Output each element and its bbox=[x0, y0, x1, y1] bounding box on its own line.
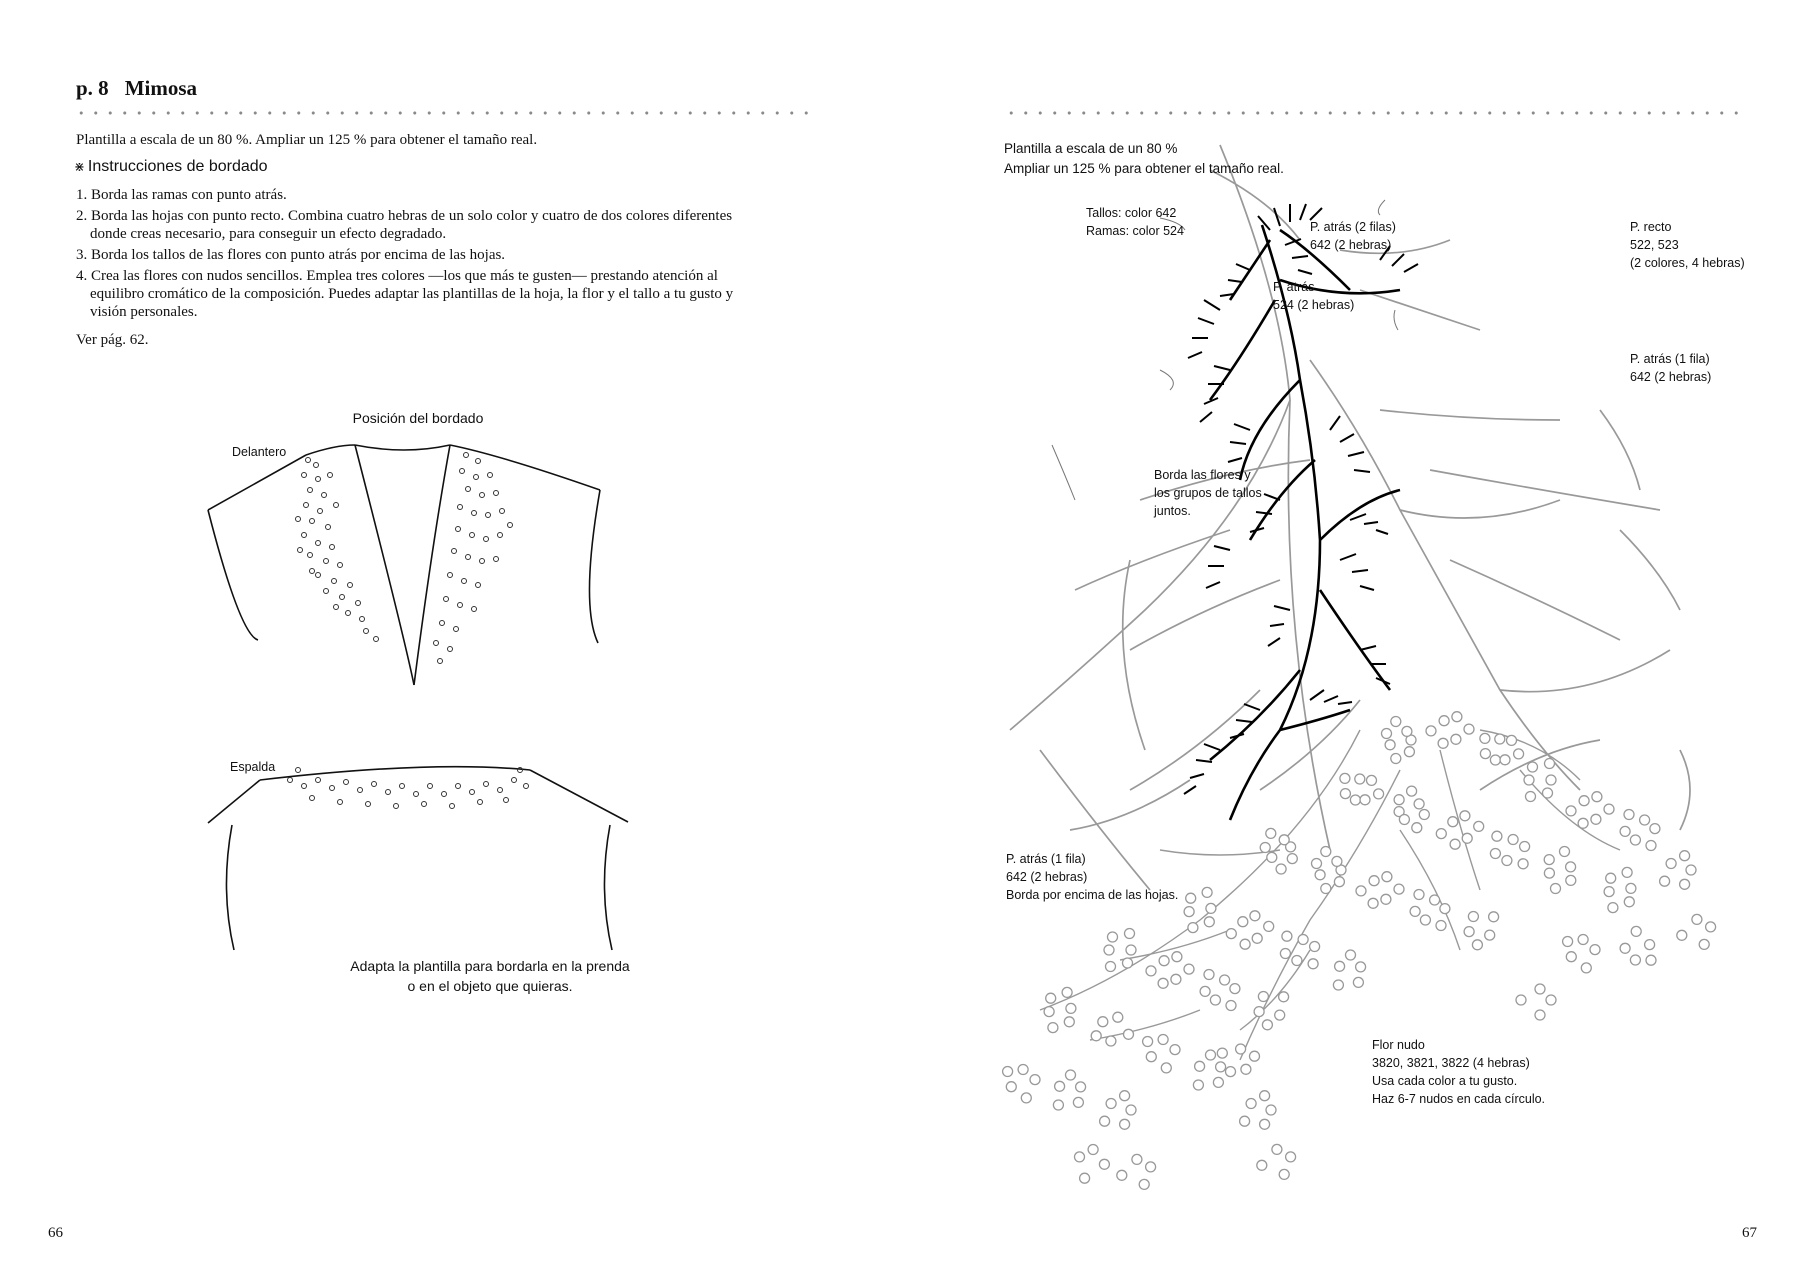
instruction-step: 4. Crea las flores con nudos sencillos. Emplea tres colores —los que más te gusten— prestando atención al equilibro cromático de la composición. Puedes adaptar las plantillas de la hoja, la flor y el tallo a tu gusto y visión personales. bbox=[76, 268, 734, 320]
flower-knot bbox=[1287, 854, 1297, 864]
flower-knot bbox=[1646, 955, 1656, 965]
flower-knot bbox=[1650, 824, 1660, 834]
flower-knot bbox=[1460, 811, 1470, 821]
flower-knot bbox=[1579, 796, 1589, 806]
label-line: Borda por encima de las hojas. bbox=[1006, 888, 1179, 902]
flower-knot bbox=[1468, 912, 1478, 922]
flower-knot bbox=[1546, 775, 1556, 785]
flower-knot bbox=[1545, 759, 1555, 769]
flower-knot bbox=[1462, 833, 1472, 843]
page-number-left: 66 bbox=[48, 1225, 63, 1241]
flower-knot bbox=[1420, 915, 1430, 925]
flower-knot bbox=[1279, 1169, 1289, 1179]
flower-knot bbox=[1490, 849, 1500, 859]
garment-back-illustration bbox=[200, 750, 640, 970]
flower-knot bbox=[1578, 935, 1588, 945]
flower-knot bbox=[1279, 992, 1289, 1002]
flower-knot bbox=[1464, 927, 1474, 937]
label-line: 524 (2 hebras) bbox=[1273, 298, 1355, 312]
label-line: los grupos de tallos bbox=[1154, 486, 1262, 500]
flower-knot bbox=[1566, 862, 1576, 872]
flower-knot bbox=[1520, 842, 1530, 852]
flower-knot bbox=[1003, 1067, 1013, 1077]
asterism-icon: ⋇ bbox=[74, 159, 85, 174]
flower-knot bbox=[1088, 1145, 1098, 1155]
flower-knot bbox=[1240, 1116, 1250, 1126]
flower-knot bbox=[1410, 906, 1420, 916]
flower-knot bbox=[1186, 893, 1196, 903]
flower-knot bbox=[1464, 724, 1474, 734]
flower-knot bbox=[1021, 1093, 1031, 1103]
flower-knot bbox=[1193, 1080, 1203, 1090]
embroider-together-label bbox=[1154, 466, 1262, 520]
flower-knot bbox=[1677, 930, 1687, 940]
flower-knot bbox=[1226, 1001, 1236, 1011]
flower-knot bbox=[1226, 929, 1236, 939]
flower-knot bbox=[1563, 937, 1573, 947]
flower-knot bbox=[1062, 987, 1072, 997]
flower-knot bbox=[1430, 895, 1440, 905]
flower-knot bbox=[1126, 945, 1136, 955]
flower-knot bbox=[1452, 712, 1462, 722]
flower-knot bbox=[1414, 890, 1424, 900]
flower-knot bbox=[1184, 964, 1194, 974]
flower-knot bbox=[1206, 1050, 1216, 1060]
instruction-list bbox=[76, 186, 736, 324]
flower-knot bbox=[1474, 821, 1484, 831]
label-line: Haz 6-7 nudos en cada círculo. bbox=[1372, 1092, 1546, 1106]
flower-knot bbox=[1236, 1044, 1246, 1054]
label-line: (2 colores, 4 hebras) bbox=[1630, 256, 1745, 270]
flower-knot bbox=[1200, 986, 1210, 996]
flower-knot bbox=[1230, 984, 1240, 994]
flower-knot bbox=[1385, 740, 1395, 750]
flower-knot bbox=[1591, 814, 1601, 824]
flower-knot bbox=[1507, 735, 1517, 745]
label-line: Usa cada color a tu gusto. bbox=[1372, 1074, 1518, 1088]
flower-knot bbox=[1275, 1010, 1285, 1020]
flower-knot bbox=[1489, 912, 1499, 922]
flower-knot bbox=[1543, 788, 1553, 798]
label-line: 522, 523 bbox=[1630, 238, 1679, 252]
label-line: P. atrás bbox=[1273, 280, 1315, 294]
flower-knot bbox=[1292, 956, 1302, 966]
flower-knot bbox=[1282, 931, 1292, 941]
flower-knot bbox=[1260, 1119, 1270, 1129]
flower-knot bbox=[1241, 1064, 1251, 1074]
flower-knot bbox=[1106, 962, 1116, 972]
flower-knot bbox=[1266, 1105, 1276, 1115]
flower-knot bbox=[1626, 883, 1636, 893]
flower-knot bbox=[1516, 995, 1526, 1005]
flower-knot bbox=[1631, 926, 1641, 936]
flower-knot bbox=[1368, 898, 1378, 908]
flower-knot bbox=[1353, 977, 1363, 987]
flower-knot bbox=[1064, 1017, 1074, 1027]
flower-knot bbox=[1252, 933, 1262, 943]
flower-knots bbox=[1003, 712, 1716, 1190]
flower-knot bbox=[1280, 949, 1290, 959]
label-line: Flor nudo bbox=[1372, 1038, 1425, 1052]
flower-knot bbox=[1146, 1162, 1156, 1172]
garment-front-illustration bbox=[200, 435, 640, 690]
flower-knot bbox=[1220, 975, 1230, 985]
flower-knot bbox=[1346, 950, 1356, 960]
flower-knot bbox=[1066, 1003, 1076, 1013]
flower-knot bbox=[1257, 1160, 1267, 1170]
flower-knot bbox=[1044, 1007, 1054, 1017]
flower-knot bbox=[1308, 959, 1318, 969]
flower-knot bbox=[1640, 815, 1650, 825]
flower-knot bbox=[1053, 1100, 1063, 1110]
flower-knot bbox=[1604, 804, 1614, 814]
flower-knot bbox=[1440, 904, 1450, 914]
flower-knot bbox=[1321, 847, 1331, 857]
scale-note-line: Plantilla a escala de un 80 % bbox=[1004, 141, 1178, 156]
section-number: p. 8 bbox=[76, 76, 109, 100]
flower-knot bbox=[1006, 1082, 1016, 1092]
label-line: Ramas: color 524 bbox=[1086, 224, 1184, 238]
flower-knot bbox=[1143, 1037, 1153, 1047]
flower-knot bbox=[1560, 847, 1570, 857]
flower-knot bbox=[1108, 932, 1118, 942]
flower-knot bbox=[1106, 1036, 1116, 1046]
instruction-step: 1. Borda las ramas con punto atrás. bbox=[76, 187, 287, 203]
instructions-heading bbox=[74, 158, 268, 176]
flower-knot bbox=[1436, 829, 1446, 839]
flower-knot bbox=[1350, 795, 1360, 805]
flower-knot bbox=[1592, 792, 1602, 802]
flower-knot bbox=[1472, 940, 1482, 950]
flower-knot bbox=[1404, 747, 1414, 757]
flower-knot bbox=[1566, 806, 1576, 816]
flower-knot bbox=[1394, 795, 1404, 805]
flower-knot bbox=[1526, 792, 1536, 802]
flower-knot bbox=[1566, 952, 1576, 962]
flower-knot bbox=[1645, 940, 1655, 950]
flower-knot bbox=[1117, 1170, 1127, 1180]
flower-knot bbox=[1321, 884, 1331, 894]
flower-knot bbox=[1132, 1154, 1142, 1164]
label-line: Tallos: color 642 bbox=[1086, 206, 1177, 220]
flower-knot bbox=[1535, 984, 1545, 994]
flower-knot bbox=[1374, 789, 1384, 799]
flower-knot bbox=[1312, 859, 1322, 869]
backstitch-524-label bbox=[1273, 278, 1354, 314]
adapt-caption-line: Adapta la plantilla para bordarla en la prenda bbox=[350, 958, 630, 974]
flower-knot bbox=[1171, 974, 1181, 984]
instruction-step: 3. Borda los tallos de las flores con punto atrás por encima de las hojas. bbox=[76, 247, 506, 263]
flower-knot bbox=[1073, 1097, 1083, 1107]
flower-knot bbox=[1630, 955, 1640, 965]
flower-knot bbox=[1485, 930, 1495, 940]
flower-knot bbox=[1048, 1023, 1058, 1033]
flower-knot bbox=[1646, 841, 1656, 851]
flower-knot bbox=[1125, 929, 1135, 939]
flower-knot bbox=[1590, 945, 1600, 955]
flower-knot bbox=[1276, 864, 1286, 874]
flower-knot bbox=[1226, 1067, 1236, 1077]
flower-knot bbox=[1158, 1035, 1168, 1045]
flower-knot bbox=[1279, 835, 1289, 845]
flower-knot bbox=[1254, 1007, 1264, 1017]
adapt-caption-line: o en el objeto que quieras. bbox=[407, 978, 573, 994]
flower-knot bbox=[1624, 810, 1634, 820]
flower-knot bbox=[1126, 1105, 1136, 1115]
flower-knot bbox=[1660, 876, 1670, 886]
flower-knot bbox=[1260, 1091, 1270, 1101]
flower-knot bbox=[1686, 865, 1696, 875]
flower-knot bbox=[1146, 966, 1156, 976]
flower-knot bbox=[1240, 939, 1250, 949]
scale-note bbox=[1004, 139, 1284, 179]
flower-knot bbox=[1699, 939, 1709, 949]
flower-knot bbox=[1216, 1062, 1226, 1072]
flower-knot bbox=[1159, 956, 1169, 966]
label-line: Borda las flores y bbox=[1154, 468, 1251, 482]
flower-knot bbox=[1260, 843, 1270, 853]
flower-knot bbox=[1381, 894, 1391, 904]
back-label: Espalda bbox=[230, 760, 276, 774]
flower-knot bbox=[1210, 995, 1220, 1005]
flower-knot bbox=[1419, 810, 1429, 820]
flower-knot bbox=[1436, 921, 1446, 931]
flower-knot bbox=[1055, 1081, 1065, 1091]
flower-knot bbox=[1258, 992, 1268, 1002]
backstitch-two-rows-label bbox=[1310, 218, 1396, 254]
flower-knot bbox=[1356, 962, 1366, 972]
stems-colors-label bbox=[1086, 204, 1184, 240]
flower-knot bbox=[1066, 1070, 1076, 1080]
flower-knot bbox=[1272, 1144, 1282, 1154]
flower-knot bbox=[1369, 876, 1379, 886]
flower-knot bbox=[1310, 942, 1320, 952]
see-page-reference: Ver pág. 62. bbox=[76, 332, 149, 348]
flower-knot bbox=[1158, 978, 1168, 988]
flower-knot bbox=[1139, 1179, 1149, 1189]
flower-knot bbox=[1480, 749, 1490, 759]
flower-knot bbox=[1333, 980, 1343, 990]
flower-knot bbox=[1266, 828, 1276, 838]
flower-knot bbox=[1195, 1061, 1205, 1071]
flower-knot bbox=[1113, 1012, 1123, 1022]
label-line: P. atrás (2 filas) bbox=[1310, 220, 1396, 234]
position-title: Posición del bordado bbox=[352, 410, 484, 426]
flower-knot bbox=[1666, 859, 1676, 869]
section-name: Mimosa bbox=[124, 76, 198, 100]
label-line: 642 (2 hebras) bbox=[1006, 870, 1088, 884]
flower-knot bbox=[1334, 877, 1344, 887]
flower-knot bbox=[1250, 911, 1260, 921]
flower-knot bbox=[1692, 914, 1702, 924]
instructions-heading-text: Instrucciones de bordado bbox=[87, 158, 268, 175]
flower-knot bbox=[1524, 775, 1534, 785]
flower-knot bbox=[1213, 1077, 1223, 1087]
label-line: juntos. bbox=[1154, 504, 1191, 518]
flower-knot bbox=[1391, 754, 1401, 764]
flower-knot bbox=[1124, 1029, 1134, 1039]
flower-knot bbox=[1204, 917, 1214, 927]
flower-knot bbox=[1120, 1119, 1130, 1129]
flower-knot bbox=[1170, 1045, 1180, 1055]
flower-knot bbox=[1399, 815, 1409, 825]
dotted-divider-left bbox=[74, 110, 808, 116]
flower-knot bbox=[1355, 774, 1365, 784]
flower-knot bbox=[1099, 1159, 1109, 1169]
instruction-step: 2. Borda las hojas con punto recto. Combina cuatro hebras de un solo color y cuatro de dos colores diferentes donde creas necesario, para conseguir un efecto degradado. bbox=[76, 208, 733, 242]
flower-knot bbox=[1450, 839, 1460, 849]
flower-knot bbox=[1402, 726, 1412, 736]
label-line: P. atrás (1 fila) bbox=[1630, 352, 1710, 366]
flower-knot bbox=[1544, 868, 1554, 878]
flower-knot bbox=[1495, 734, 1505, 744]
flower-knot bbox=[1551, 884, 1561, 894]
flower-knot bbox=[1286, 1152, 1296, 1162]
backstitch-over-leaves-label bbox=[1006, 850, 1178, 904]
flower-knot bbox=[1267, 852, 1277, 862]
label-line: 3820, 3821, 3822 (4 hebras) bbox=[1372, 1056, 1530, 1070]
adapt-caption bbox=[250, 956, 730, 996]
scale-note-line: Ampliar un 125 % para obtener el tamaño real. bbox=[1004, 161, 1284, 176]
flower-knot bbox=[1391, 717, 1401, 727]
straight-stitch-label bbox=[1630, 218, 1745, 272]
flower-knot bbox=[1412, 823, 1422, 833]
flower-knot bbox=[1106, 1099, 1116, 1109]
flower-knot bbox=[1250, 1051, 1260, 1061]
flower-knot bbox=[1620, 943, 1630, 953]
flower-knot bbox=[1030, 1075, 1040, 1085]
label-line: 642 (2 hebras) bbox=[1310, 238, 1392, 252]
label-line: 642 (2 hebras) bbox=[1630, 370, 1712, 384]
flower-knot bbox=[1360, 795, 1370, 805]
flower-knot bbox=[1382, 729, 1392, 739]
flower-knot bbox=[1451, 734, 1461, 744]
flower-knot bbox=[1448, 817, 1458, 827]
flower-knot bbox=[1630, 835, 1640, 845]
flower-knot bbox=[1438, 738, 1448, 748]
flower-knot bbox=[1518, 859, 1528, 869]
flower-knot bbox=[1046, 993, 1056, 1003]
flower-knot bbox=[1340, 773, 1350, 783]
flower-knot bbox=[1535, 1010, 1545, 1020]
flower-knot bbox=[1204, 970, 1214, 980]
backstitch-one-row-label bbox=[1630, 350, 1711, 386]
flower-knot bbox=[1492, 831, 1502, 841]
flower-knot bbox=[1414, 799, 1424, 809]
flower-knot bbox=[1566, 875, 1576, 885]
flower-knot bbox=[1480, 733, 1490, 743]
flower-knot bbox=[1394, 884, 1404, 894]
flower-knot bbox=[1246, 1099, 1256, 1109]
flower-knot bbox=[1238, 917, 1248, 927]
flower-knot bbox=[1091, 1031, 1101, 1041]
flower-knot bbox=[1604, 887, 1614, 897]
flower-knot bbox=[1622, 867, 1632, 877]
flower-knot bbox=[1075, 1152, 1085, 1162]
flower-knot bbox=[1172, 952, 1182, 962]
flower-knot bbox=[1680, 851, 1690, 861]
flower-knot bbox=[1104, 945, 1114, 955]
flower-knot bbox=[1606, 873, 1616, 883]
label-line: P. atrás (1 fila) bbox=[1006, 852, 1086, 866]
flower-knot bbox=[1508, 835, 1518, 845]
flower-knot bbox=[1356, 886, 1366, 896]
flower-knot bbox=[1502, 856, 1512, 866]
flower-knot bbox=[1146, 1052, 1156, 1062]
flower-knot bbox=[1076, 1082, 1086, 1092]
flower-knot bbox=[1217, 1048, 1227, 1058]
flower-knot bbox=[1514, 749, 1524, 759]
flower-knot bbox=[1123, 958, 1133, 968]
flower-knot bbox=[1407, 786, 1417, 796]
flower-knot bbox=[1546, 995, 1556, 1005]
flower-knot bbox=[1335, 961, 1345, 971]
flower-knot bbox=[1578, 818, 1588, 828]
french-knot-label bbox=[1372, 1036, 1545, 1108]
page-number-right: 67 bbox=[1742, 1225, 1757, 1241]
flower-knot bbox=[1528, 762, 1538, 772]
flower-knot bbox=[1332, 856, 1342, 866]
flower-knot bbox=[1382, 872, 1392, 882]
flower-knot bbox=[1298, 935, 1308, 945]
flower-knot bbox=[1188, 923, 1198, 933]
flower-knot bbox=[1439, 716, 1449, 726]
flower-knot bbox=[1184, 907, 1194, 917]
flower-knot bbox=[1018, 1065, 1028, 1075]
flower-knot bbox=[1706, 922, 1716, 932]
intro-text: Plantilla a escala de un 80 %. Ampliar un 125 % para obtener el tamaño real. bbox=[76, 132, 538, 148]
flower-knot bbox=[1620, 826, 1630, 836]
flower-knot bbox=[1264, 921, 1274, 931]
dotted-divider-right bbox=[1004, 110, 1738, 116]
flower-knot bbox=[1426, 726, 1436, 736]
flower-knot bbox=[1206, 903, 1216, 913]
front-right-flower-cluster bbox=[434, 453, 513, 664]
flower-knot bbox=[1202, 887, 1212, 897]
flower-knot bbox=[1100, 1116, 1110, 1126]
section-title bbox=[76, 76, 197, 101]
front-label: Delantero bbox=[232, 445, 287, 459]
flower-knot bbox=[1490, 755, 1500, 765]
flower-knot bbox=[1315, 870, 1325, 880]
flower-knot bbox=[1120, 1091, 1130, 1101]
flower-knot bbox=[1581, 963, 1591, 973]
flower-knot bbox=[1680, 879, 1690, 889]
flower-knot bbox=[1367, 775, 1377, 785]
label-line: P. recto bbox=[1630, 220, 1672, 234]
flower-knot bbox=[1098, 1017, 1108, 1027]
flower-knot bbox=[1080, 1173, 1090, 1183]
flower-knot bbox=[1500, 755, 1510, 765]
flower-knot bbox=[1608, 903, 1618, 913]
flower-knot bbox=[1624, 897, 1634, 907]
flower-knot bbox=[1340, 789, 1350, 799]
flower-knot bbox=[1544, 855, 1554, 865]
flower-knot bbox=[1161, 1063, 1171, 1073]
flower-knot bbox=[1262, 1020, 1272, 1030]
